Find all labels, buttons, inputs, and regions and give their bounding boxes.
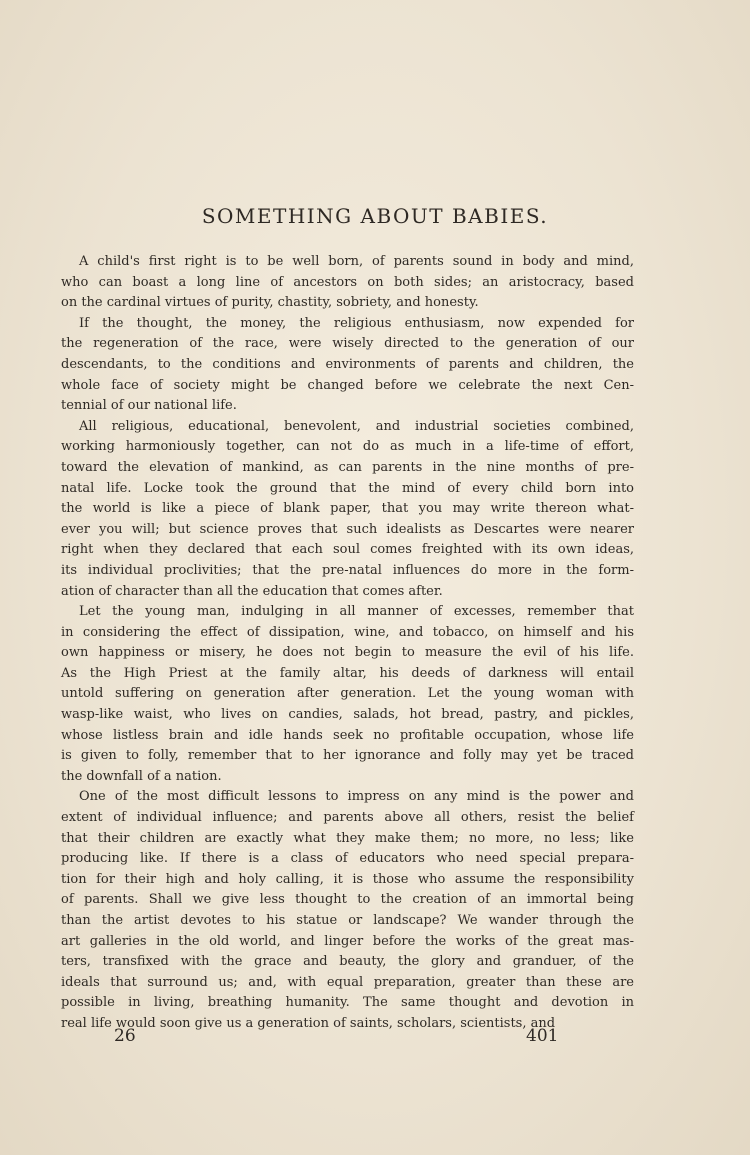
- text-line: tennial of our national life.: [61, 398, 237, 414]
- text-line: is given to folly, remember that to her ignorance and folly may yet be traced: [61, 748, 634, 764]
- text-line: As the High Priest at the family altar, his deeds of darkness will entail: [61, 665, 634, 681]
- text-line: A child's first right is to be well born, of parents sound in body and mind,: [79, 254, 634, 269]
- text-line: that their children are exactly what they make them; no more, no less; like: [61, 830, 634, 846]
- text-line: whole face of society might be changed before we celebrate the next Cen-: [61, 377, 634, 393]
- text-line: descendants, to the conditions and environments of parents and children, the: [61, 356, 634, 372]
- text-line: the regeneration of the race, were wisely directed to the generation of our: [61, 336, 634, 352]
- text-line: the downfall of a nation.: [61, 768, 222, 784]
- text-line: Let the young man, indulging in all manner of excesses, remember that: [79, 604, 634, 620]
- signature-mark: 26: [114, 1026, 136, 1046]
- text-line: tion for their high and holy calling, it is those who assume the responsibility: [61, 871, 634, 887]
- text-line: in considering the effect of dissipation, wine, and tobacco, on himself and his: [61, 624, 634, 640]
- paragraph: [61, 314, 634, 417]
- paragraph: [61, 602, 634, 787]
- page-number: 401: [526, 1026, 559, 1046]
- text-line: extent of individual influence; and parents above all others, resist the belief: [61, 810, 634, 826]
- paragraph: [61, 252, 634, 314]
- text-line: real life would soon give us a generation of saints, scholars, scientists, and: [61, 1015, 556, 1031]
- text-line: natal life. Locke took the ground that the mind of every child born into: [61, 480, 634, 496]
- text-line: its individual proclivities; that the pre-natal influences do more in the form-: [61, 562, 634, 578]
- text-line: own happiness or misery, he does not begin to measure the evil of his life.: [61, 645, 634, 661]
- text-line: ters, transfixed with the grace and beauty, the glory and granduer, of the: [61, 954, 634, 970]
- chapter-body: [61, 252, 634, 1035]
- text-line: who can boast a long line of ancestors on both sides; an aristocracy, based: [61, 274, 634, 290]
- text-line: If the thought, the money, the religious enthusiasm, now expended for: [79, 315, 634, 331]
- text-line: untold suffering on generation after generation. Let the young woman with: [61, 686, 634, 702]
- text-line: than the artist devotes to his statue or landscape? We wander through the: [61, 913, 634, 928]
- text-line: possible in living, breathing humanity. The same thought and devotion in: [61, 995, 634, 1011]
- text-line: the world is like a piece of blank paper, that you may write thereon what-: [61, 501, 634, 517]
- text-line: wasp-like waist, who lives on candies, salads, hot bread, pastry, and pickles,: [61, 707, 634, 723]
- text-line: All religious, educational, benevolent, and industrial societies combined,: [79, 418, 634, 434]
- text-line: ideals that surround us; and, with equal preparation, greater than these are: [61, 974, 634, 990]
- text-line: whose listless brain and idle hands seek no profitable occupation, whose life: [61, 727, 634, 743]
- paragraph: [61, 787, 634, 1034]
- text-line: right when they declared that each soul comes freighted with its own ideas,: [61, 542, 634, 558]
- text-line: ever you will; but science proves that such idealists as Descartes were nearer: [61, 521, 634, 537]
- text-line: producing like. If there is a class of educators who need special prepara-: [61, 851, 634, 867]
- paragraph: [61, 417, 634, 602]
- text-line: toward the elevation of mankind, as can parents in the nine months of pre-: [61, 459, 634, 475]
- text-line: art galleries in the old world, and linger before the works of the great mas-: [61, 933, 634, 949]
- chapter-title: SOMETHING ABOUT BABIES.: [201, 204, 549, 228]
- text-line: of parents. Shall we give less thought to the creation of an immortal being: [61, 892, 634, 908]
- text-line: ation of character than all the education that comes after.: [61, 583, 443, 599]
- text-line: One of the most difficult lessons to impress on any mind is the power and: [79, 789, 634, 805]
- text-line: working harmoniously together, can not do as much in a life-time of effort,: [61, 439, 634, 455]
- text-line: on the cardinal virtues of purity, chastity, sobriety, and honesty.: [61, 295, 479, 311]
